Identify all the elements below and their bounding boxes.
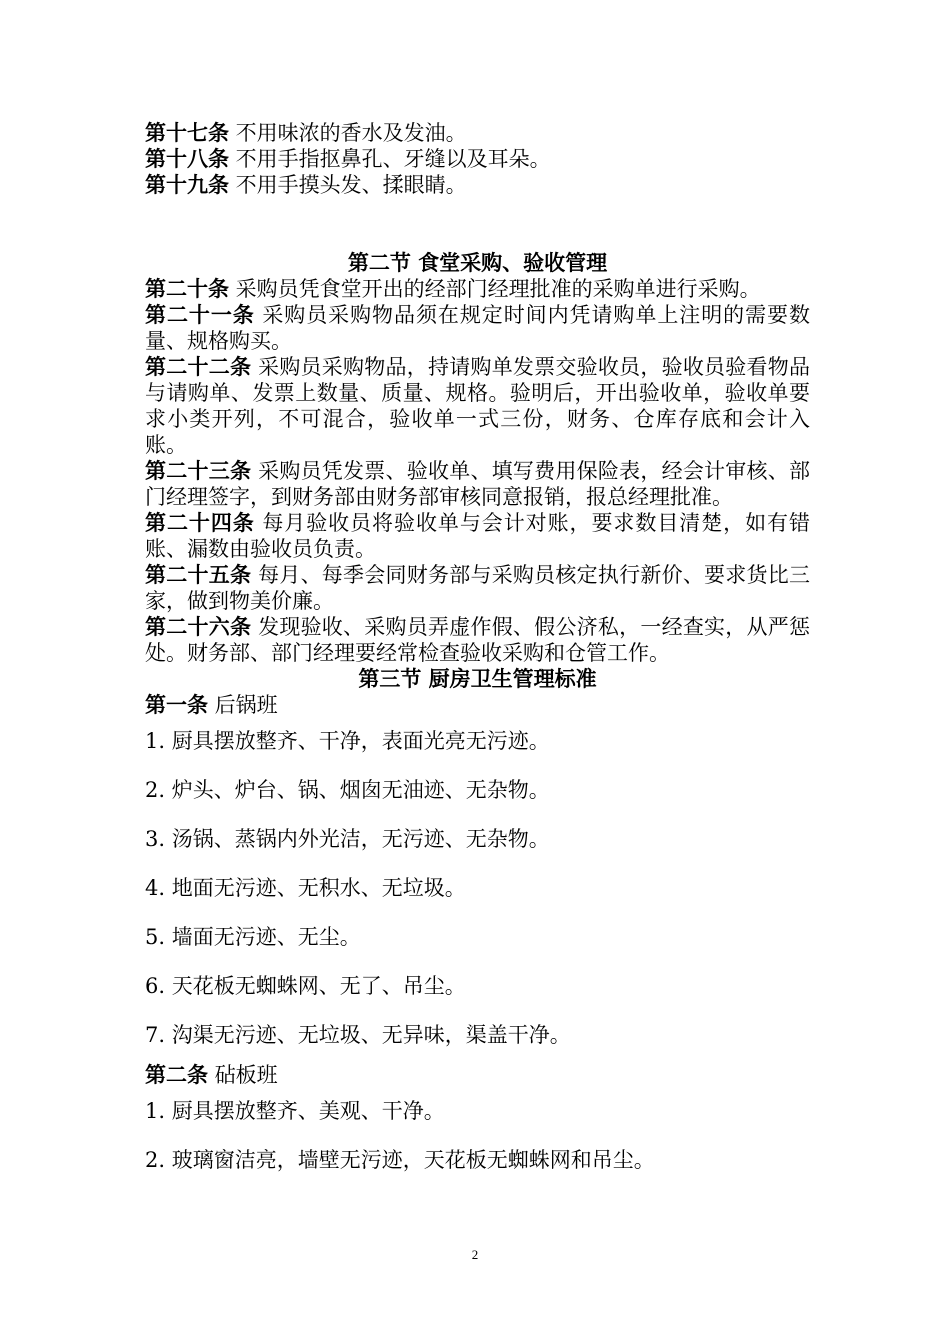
- list-item: 6. 天花板无蜘蛛网、无了、吊尘。: [145, 974, 466, 998]
- article-24: [145, 510, 810, 562]
- article-text: 每月、每季会同财务部与采购员核定执行新价、要求货比三家，做到物美价廉。: [145, 563, 810, 613]
- article-25: [145, 562, 810, 614]
- list-item: 3. 汤锅、蒸锅内外光洁，无污迹、无杂物。: [145, 827, 550, 851]
- list-item: 2. 炉头、炉台、锅、烟囱无油迹、无杂物。: [145, 778, 550, 802]
- article-text: 不用手摸头发、揉眼睛。: [229, 173, 467, 197]
- article-17: [145, 120, 810, 146]
- article-text: 砧板班: [208, 1063, 278, 1087]
- page-content: [145, 120, 810, 1173]
- article-label: 第二十四条: [145, 511, 255, 535]
- list-item: 1. 厨具摆放整齐、干净，表面光亮无污迹。: [145, 729, 550, 753]
- article-label: 第二十五条: [145, 563, 252, 587]
- article-label: 第二条: [145, 1063, 208, 1087]
- article-22: [145, 354, 810, 458]
- article-label: 第二十一条: [145, 303, 255, 327]
- list-item: 5. 墙面无污迹、无尘。: [145, 925, 361, 949]
- article-21: [145, 302, 810, 354]
- article-1-list: [145, 728, 810, 1048]
- article-label: 第一条: [145, 693, 208, 717]
- article-text: 后锅班: [208, 693, 278, 717]
- article-text: 不用手指抠鼻孔、牙缝以及耳朵。: [229, 147, 551, 171]
- section-3-title: 第三节 厨房卫生管理标准: [358, 667, 597, 691]
- list-item: 2. 玻璃窗洁亮，墙壁无污迹，天花板无蜘蛛网和吊尘。: [145, 1148, 655, 1172]
- article-label: 第二十条: [145, 277, 229, 301]
- article-text: 不用味浓的香水及发油。: [229, 121, 467, 145]
- article-label: 第十九条: [145, 173, 229, 197]
- page-number: 2: [471, 1247, 479, 1262]
- article-19: [145, 172, 810, 198]
- article-text: 采购员凭发票、验收单、填写费用保险表，经会计审核、部门经理签字，到财务部由财务部审核同意报销，报总经理批准。: [145, 459, 810, 509]
- article-text: 采购员采购物品，持请购单发票交验收员，验收员验看物品与请购单、发票上数量、质量、规格。验明后，开出验收单，验收单要求小类开列，不可混合，验收单一式三份，财务、仓库存底和会计入账。: [145, 355, 810, 457]
- article-label: 第十八条: [145, 147, 229, 171]
- article-20: [145, 276, 810, 302]
- article-label: 第二十二条: [145, 355, 252, 379]
- article-2-list: [145, 1098, 810, 1173]
- article-label: 第二十三条: [145, 459, 252, 483]
- article-label: 第十七条: [145, 121, 229, 145]
- article-text: 每月验收员将验收单与会计对账，要求数目清楚，如有错账、漏数由验收员负责。: [145, 511, 810, 561]
- article-23: [145, 458, 810, 510]
- article-26: [145, 614, 810, 666]
- spacer: [145, 198, 810, 250]
- list-item: 7. 沟渠无污迹、无垃圾、无异味，渠盖干净。: [145, 1023, 571, 1047]
- article-text: 采购员凭食堂开出的经部门经理批准的采购单进行采购。: [229, 277, 761, 301]
- list-item: 4. 地面无污迹、无积水、无垃圾。: [145, 876, 466, 900]
- list-item: 1. 厨具摆放整齐、美观、干净。: [145, 1099, 445, 1123]
- article-text: 采购员采购物品须在规定时间内凭请购单上注明的需要数量、规格购买。: [145, 303, 810, 353]
- article-text: 发现验收、采购员弄虚作假、假公济私，一经查实，从严惩处。财务部、部门经理要经常检查验收采购和仓管工作。: [145, 615, 810, 665]
- section-2-title: 第二节 食堂采购、验收管理: [347, 251, 608, 275]
- section3-article-1: [145, 692, 810, 718]
- article-18: [145, 146, 810, 172]
- section3-article-2: [145, 1062, 810, 1088]
- article-label: 第二十六条: [145, 615, 252, 639]
